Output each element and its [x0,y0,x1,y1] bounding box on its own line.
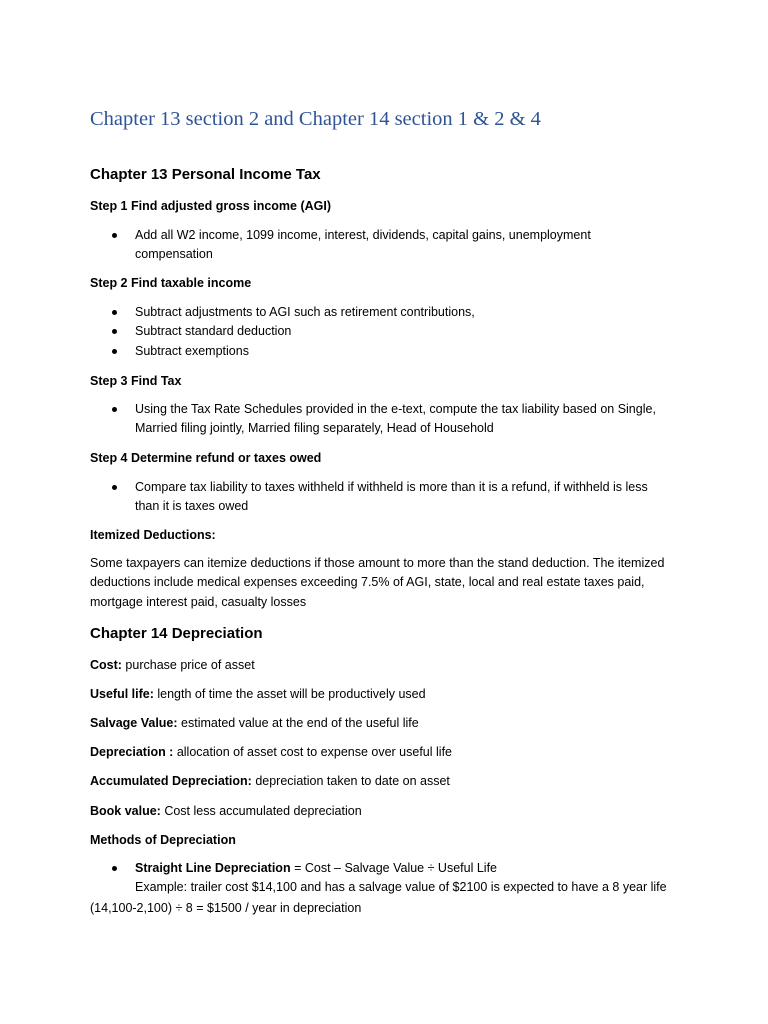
step-4-heading: Step 4 Determine refund or taxes owed [90,451,322,465]
itemized-deductions-text: Some taxpayers can itemize deductions if those amount to more than the stand deduction. The itemized deductions include medical expenses exceeding 7.5% of AGI, state, local and real estate taxes paid, mortgage interest paid, casualty losses [90,556,665,609]
step-2-heading: Step 2 Find taxable income [90,276,252,290]
bullet-icon [112,349,117,354]
term-cost: Cost: purchase price of asset [90,658,255,672]
methods-list [90,859,690,898]
list-item: Compare tax liability to taxes withheld if withheld is more than it is a refund, if withheld is less than it is taxes owed [90,478,665,517]
document-title: Chapter 13 section 2 and Chapter 14 section 1 & 2 & 4 [90,108,541,130]
list-item: Subtract standard deduction [90,322,690,341]
step-3-heading: Step 3 Find Tax [90,374,182,388]
methods-heading: Methods of Depreciation [90,833,236,847]
list-item: Add all W2 income, 1099 income, interest, dividends, capital gains, unemployment compensation [90,226,665,265]
bullet-icon [112,485,117,490]
list-item: Subtract exemptions [90,342,690,361]
bullet-icon [112,233,117,238]
bullet-icon [112,310,117,315]
list-item: Straight Line Depreciation = Cost – Salvage Value ÷ Useful Life Example: trailer cost $14,100 and has a salvage value of $2100 is expected to have a 8 year life [90,859,690,898]
step-2-list [90,303,690,361]
bullet-icon [112,407,117,412]
itemized-deductions-heading: Itemized Deductions: [90,528,216,542]
step-1-list [90,226,690,265]
term-book-value: Book value: Cost less accumulated depreciation [90,804,362,818]
bullet-icon [112,866,117,871]
straight-line-calculation: (14,100-2,100) ÷ 8 = $1500 / year in depreciation [90,901,362,915]
bullet-icon [112,329,117,334]
list-item: Subtract adjustments to AGI such as retirement contributions, [90,303,690,322]
term-accumulated-depreciation: Accumulated Depreciation: depreciation taken to date on asset [90,774,450,788]
term-depreciation: Depreciation : allocation of asset cost to expense over useful life [90,745,452,759]
term-useful-life: Useful life: length of time the asset will be productively used [90,687,426,701]
step-1-heading: Step 1 Find adjusted gross income (AGI) [90,199,332,213]
straight-line-example: Example: trailer cost $14,100 and has a salvage value of $2100 is expected to have a 8 year life [135,880,667,895]
chapter-14-heading: Chapter 14 Depreciation [90,625,263,642]
step-4-list [90,478,690,517]
term-salvage-value: Salvage Value: estimated value at the end of the useful life [90,716,419,730]
list-item: Using the Tax Rate Schedules provided in the e-text, compute the tax liability based on Single, Married filing jointly, Married filing separately, Head of Household [90,400,665,439]
step-3-list [90,400,690,439]
chapter-13-heading: Chapter 13 Personal Income Tax [90,166,321,183]
